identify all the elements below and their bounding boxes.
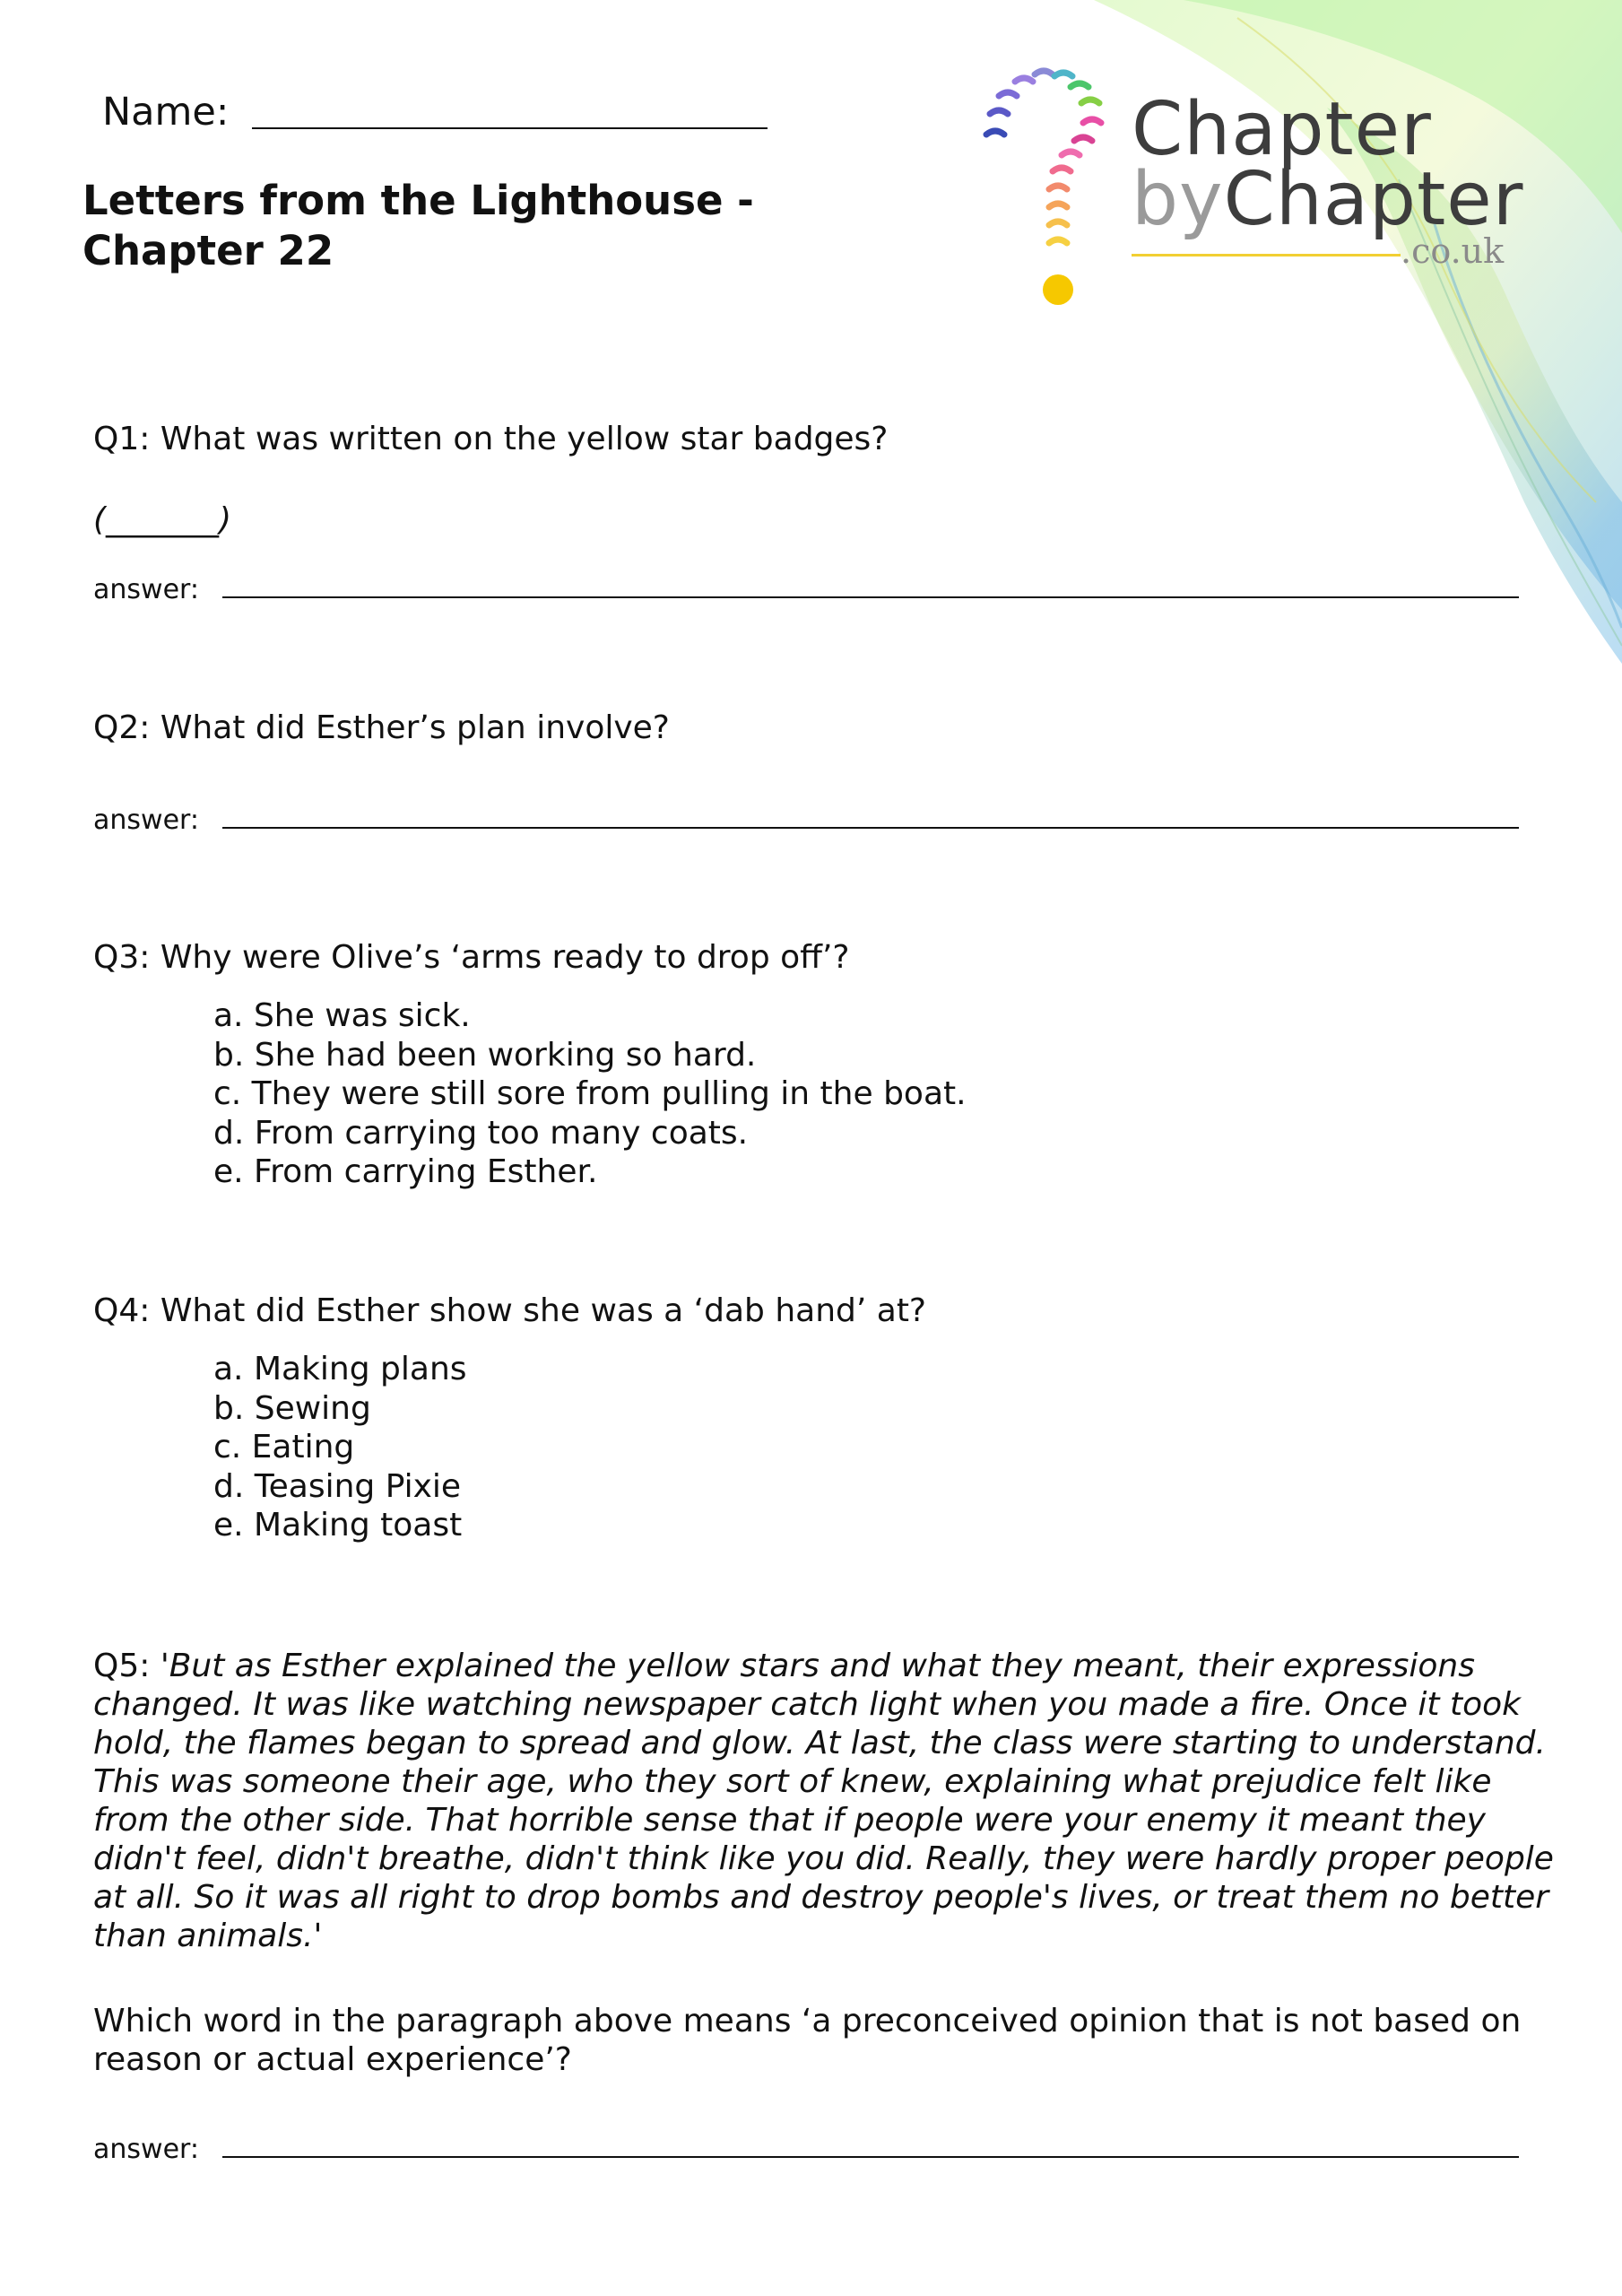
- question-5-passage: [93, 1647, 1564, 1955]
- question-1-text: Q1: What was written on the yellow star badges?: [93, 421, 889, 457]
- logo-word-chapter-2: Chapter: [1223, 157, 1524, 242]
- answer-line[interactable]: [222, 2156, 1519, 2158]
- question-4-options: [213, 1350, 467, 1545]
- option-d[interactable]: d. Teasing Pixie: [213, 1467, 462, 1505]
- answer-label: answer:: [93, 804, 199, 836]
- option-c[interactable]: c. They were still sore from pulling in the boat.: [213, 1075, 967, 1112]
- name-blank-line[interactable]: [252, 127, 768, 129]
- answer-line[interactable]: [222, 827, 1519, 829]
- question-1-answer-field[interactable]: [93, 574, 1519, 605]
- question-5-answer-field[interactable]: [93, 2134, 1519, 2165]
- name-field[interactable]: [102, 90, 768, 135]
- question-2-text: Q2: What did Esther’s plan involve?: [93, 709, 670, 746]
- name-label: Name:: [102, 90, 230, 135]
- question-1-blank: (_______): [93, 501, 232, 538]
- option-a[interactable]: a. She was sick.: [213, 997, 471, 1034]
- option-e[interactable]: e. From carrying Esther.: [213, 1153, 598, 1190]
- option-c[interactable]: c. Eating: [213, 1429, 355, 1465]
- logo-underline: [1132, 254, 1401, 257]
- option-b[interactable]: b. She had been working so hard.: [213, 1036, 757, 1074]
- logo-word-bychapter: [1132, 157, 1524, 242]
- logo-word-chapter: Chapter: [1132, 87, 1432, 172]
- question-3-options: [213, 996, 967, 1192]
- option-a[interactable]: a. Making plans: [213, 1351, 467, 1387]
- question-5-text: Which word in the paragraph above means ‘a preconceived opinion that is not based on reason or actual experience’?: [93, 2003, 1522, 2078]
- option-b[interactable]: b. Sewing: [213, 1389, 371, 1427]
- question-5-prefix: Q5:: [93, 1648, 160, 1684]
- question-5-quote: 'But as Esther explained the yellow stars and what they meant, their expressions changed. It was like watching newspaper catch light when you made a fire. Once it took hold, the flames began to spread and glow. At last, the class were starting to understand. This was someone their age, who they sort of knew, explaining what prejudice felt like from the other side. That horrible sense that if people were your enemy it meant they didn't feel, didn't breathe, didn't think like you did. Really, they were hardly proper people at all. So it was all right to drop bombs and destroy people's lives, or treat them no better than animals.': [93, 1648, 1554, 1954]
- answer-label: answer:: [93, 574, 199, 605]
- logo-word-by: by: [1132, 157, 1224, 242]
- logo-question-mark-icon: [959, 49, 1130, 318]
- question-4-text: Q4: What did Esther show she was a ‘dab hand’ at?: [93, 1292, 927, 1329]
- answer-label: answer:: [93, 2134, 199, 2165]
- option-e[interactable]: e. Making toast: [213, 1507, 463, 1544]
- option-d[interactable]: d. From carrying too many coats.: [213, 1114, 749, 1152]
- document-title: Letters from the Lighthouse - Chapter 22: [82, 177, 754, 274]
- answer-line[interactable]: [222, 596, 1519, 598]
- question-3-text: Q3: Why were Olive’s ‘arms ready to drop off’?: [93, 939, 850, 976]
- question-2-answer-field[interactable]: [93, 804, 1519, 836]
- logo-domain: .co.uk: [1401, 231, 1505, 271]
